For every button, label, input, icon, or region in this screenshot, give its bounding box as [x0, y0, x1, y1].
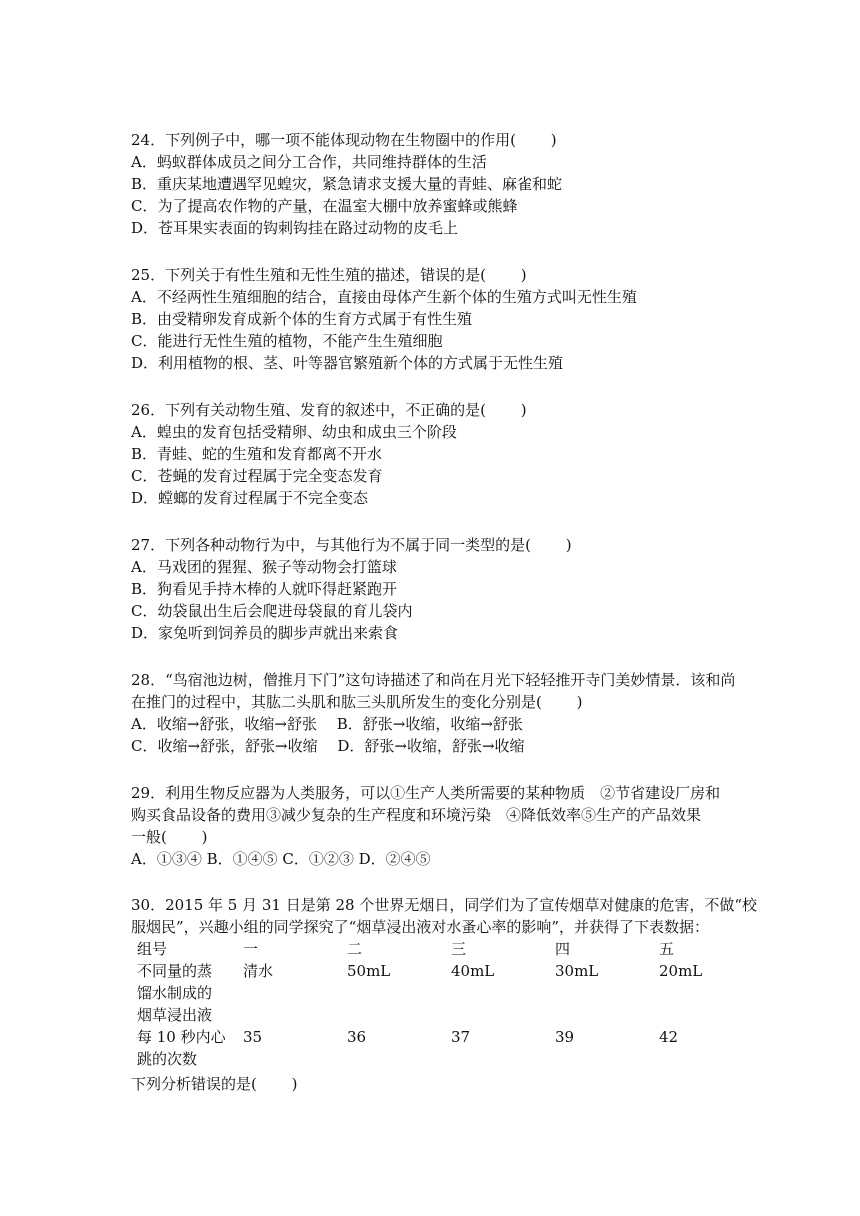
table-cell: 35 — [243, 1028, 263, 1046]
table-row-label — [131, 1026, 243, 1070]
question-28-stem-line-1: 28．“鸟宿池边树，僧推月下门”这句诗描述了和尚在月光下轻轻推开寺门美妙情景．该和尚 — [131, 671, 736, 689]
question-27-option-d: D．家兔听到饲养员的脚步声就出来索食 — [131, 624, 399, 642]
question-24-option-d: D．苍耳果实表面的钩刺钩挂在路过动物的皮毛上 — [131, 219, 459, 237]
question-25-option-a: A．不经两性生殖细胞的结合，直接由母体产生新个体的生殖方式叫无性生殖 — [131, 288, 637, 306]
question-30-stem-line-1: 30．2015 年 5 月 31 日是第 28 个世界无烟日，同学们为了宣传烟草对健康的危害，不做“校 — [131, 896, 758, 914]
table-cell: 30mL — [555, 962, 599, 980]
table-cell: 清水 — [243, 962, 274, 980]
question-26-option-b: B．青蛙、蛇的生殖和发育都离不开水 — [131, 445, 383, 463]
question-24-option-c: C．为了提高农作物的产量，在温室大棚中放养蜜蜂或熊蜂 — [131, 197, 518, 215]
table-row — [131, 1026, 759, 1070]
question-26-option-a: A．蝗虫的发育包括受精卵、幼虫和成虫三个阶段 — [131, 423, 457, 441]
question-27-option-c: C．幼袋鼠出生后会爬进母袋鼠的育儿袋内 — [131, 602, 413, 620]
question-30-stem-line-2: 服烟民”，兴趣小组的同学探究了“烟草浸出液对水蚤心率的影响”，并获得了下表数据： — [131, 918, 710, 936]
heart-rate-data-table — [131, 938, 759, 1070]
question-26-option-d: D．螳螂的发育过程属于不完全变态 — [131, 489, 369, 507]
question-24-option-a: A．蚂蚁群体成员之间分工合作，共同维持群体的生活 — [131, 153, 487, 171]
table-header-cell: 一 — [243, 940, 259, 958]
question-27-stem: 27．下列各种动物行为中，与其他行为不属于同一类型的是( ) — [131, 536, 572, 554]
question-25-option-d: D．利用植物的根、茎、叶等器官繁殖新个体的方式属于无性生殖 — [131, 354, 564, 372]
table-row-label-line: 跳的次数 — [137, 1050, 198, 1068]
table-cell: 39 — [555, 1028, 575, 1046]
table-cell: 36 — [347, 1028, 367, 1046]
table-row-label — [131, 960, 243, 1026]
table-header-cell: 组号 — [137, 940, 168, 958]
question-24-option-b: B．重庆某地遭遇罕见蝗灾，紧急请求支援大量的青蛙、麻雀和蛇 — [131, 175, 563, 193]
question-25-option-c: C．能进行无性生殖的植物，不能产生生殖细胞 — [131, 332, 443, 350]
question-25-option-b: B．由受精卵发育成新个体的生育方式属于有性生殖 — [131, 310, 473, 328]
table-cell: 37 — [451, 1028, 471, 1046]
question-30-prompt: 下列分析错误的是( ) — [131, 1075, 298, 1093]
question-24-stem: 24．下列例子中，哪一项不能体现动物在生物圈中的作用( ) — [131, 131, 557, 149]
table-header-cell: 二 — [347, 940, 363, 958]
question-29-stem-line-2: 购买食品设备的费用③减少复杂的生产程度和环境污染 ④降低效率⑤生产的产品效果 — [131, 806, 702, 824]
table-cell: 42 — [659, 1028, 679, 1046]
question-27-option-a: A．马戏团的猩猩、猴子等动物会打篮球 — [131, 558, 397, 576]
question-25-stem: 25．下列关于有性生殖和无性生殖的描述，错误的是( ) — [131, 266, 527, 284]
table-cell: 20mL — [659, 962, 703, 980]
question-29-options: A．①③④ B．①④⑤ C．①②③ D．②④⑤ — [131, 850, 431, 868]
question-26-option-c: C．苍蝇的发育过程属于完全变态发育 — [131, 467, 383, 485]
question-26-stem: 26．下列有关动物生殖、发育的叙述中，不正确的是( ) — [131, 401, 527, 419]
question-29-stem-line-3: 一般( ) — [131, 828, 208, 846]
table-header-cell: 五 — [659, 940, 675, 958]
question-29-stem-line-1: 29．利用生物反应器为人类服务，可以①生产人类所需要的某种物质 ②节省建设厂房和 — [131, 784, 721, 802]
table-row — [131, 960, 759, 1026]
question-27-option-b: B．狗看见手持木棒的人就吓得赶紧跑开 — [131, 580, 398, 598]
table-row-label-line: 每 10 秒内心 — [137, 1028, 226, 1046]
table-row-label-line: 烟草浸出液 — [137, 1006, 213, 1024]
question-28-stem-line-2: 在推门的过程中，其肱二头肌和肱三头肌所发生的变化分别是( ) — [131, 693, 583, 711]
question-28-options-row-1: A．收缩→舒张，收缩→舒张 B．舒张→收缩，收缩→舒张 — [131, 715, 523, 733]
table-header-cell: 四 — [555, 940, 571, 958]
table-header-row — [131, 938, 759, 960]
table-cell: 40mL — [451, 962, 495, 980]
table-row-label-line: 馏水制成的 — [137, 984, 213, 1002]
table-header-cell: 三 — [451, 940, 467, 958]
table-cell: 50mL — [347, 962, 391, 980]
table-row-label-line: 不同量的蒸 — [137, 962, 213, 980]
question-28-options-row-2: C．收缩→舒张，舒张→收缩 D．舒张→收缩，舒张→收缩 — [131, 737, 525, 755]
